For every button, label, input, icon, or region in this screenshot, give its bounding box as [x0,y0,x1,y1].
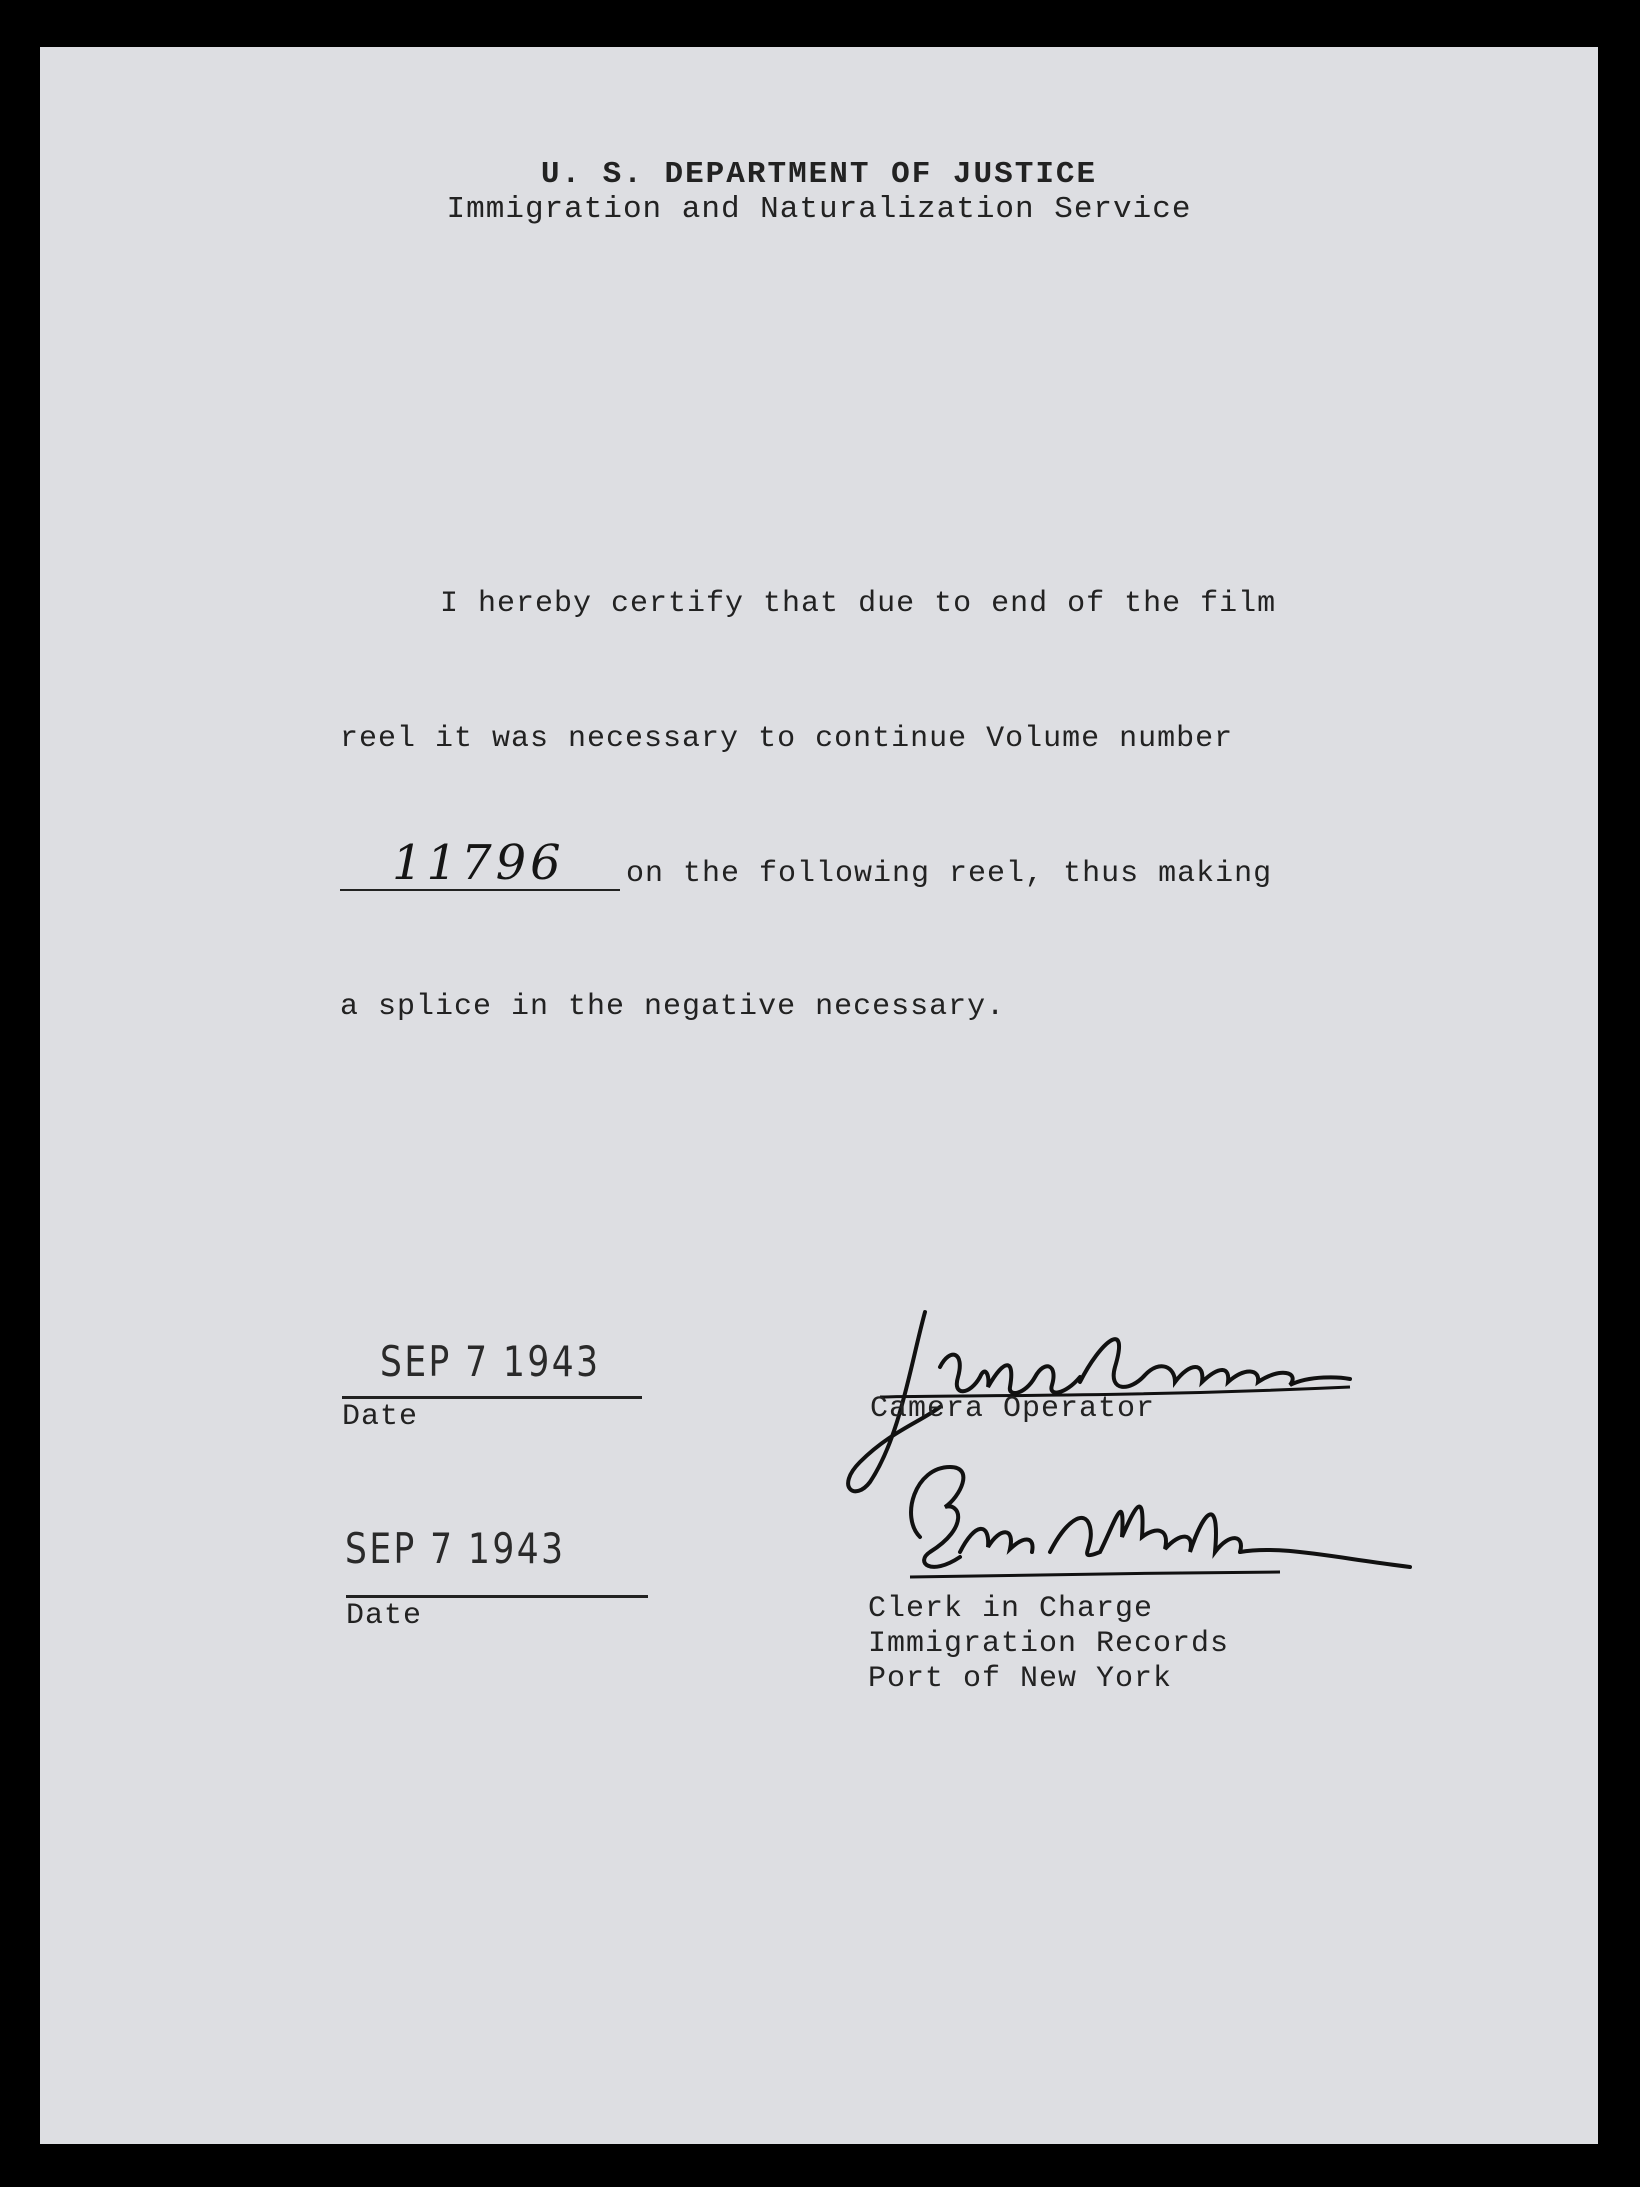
date-label-1: Date [342,1400,419,1434]
volume-number: 11796 [392,835,565,891]
clerk-location: Port of New York [868,1662,1173,1696]
clerk-signature [860,1427,1420,1607]
camera-operator-label: Camera Operator [870,1392,1156,1426]
date-label-2: Date [346,1599,423,1633]
volume-number-blank [340,835,620,891]
certification-line-3-text: on the following reel, thus making [626,857,1273,891]
date-stamp-1: SEP 7 1943 [380,1337,601,1386]
service-heading: Immigration and Naturalization Service [446,192,1192,227]
certification-line-1: I hereby certify that due to end of the film [440,587,1277,621]
department-heading: U. S. DEPARTMENT OF JUSTICE [540,157,1098,192]
certification-line-4: a splice in the negative necessary. [340,990,1006,1024]
certificate-page [40,47,1598,2144]
date-stamp-2: SEP 7 1943 [345,1524,566,1573]
clerk-office: Immigration Records [868,1627,1230,1661]
certification-line-3 [340,835,1273,891]
date-line-1 [342,1396,642,1399]
certification-line-2: reel it was necessary to continue Volume number [340,722,1234,756]
clerk-label: Clerk in Charge [868,1592,1154,1626]
date-line-2 [346,1595,648,1598]
